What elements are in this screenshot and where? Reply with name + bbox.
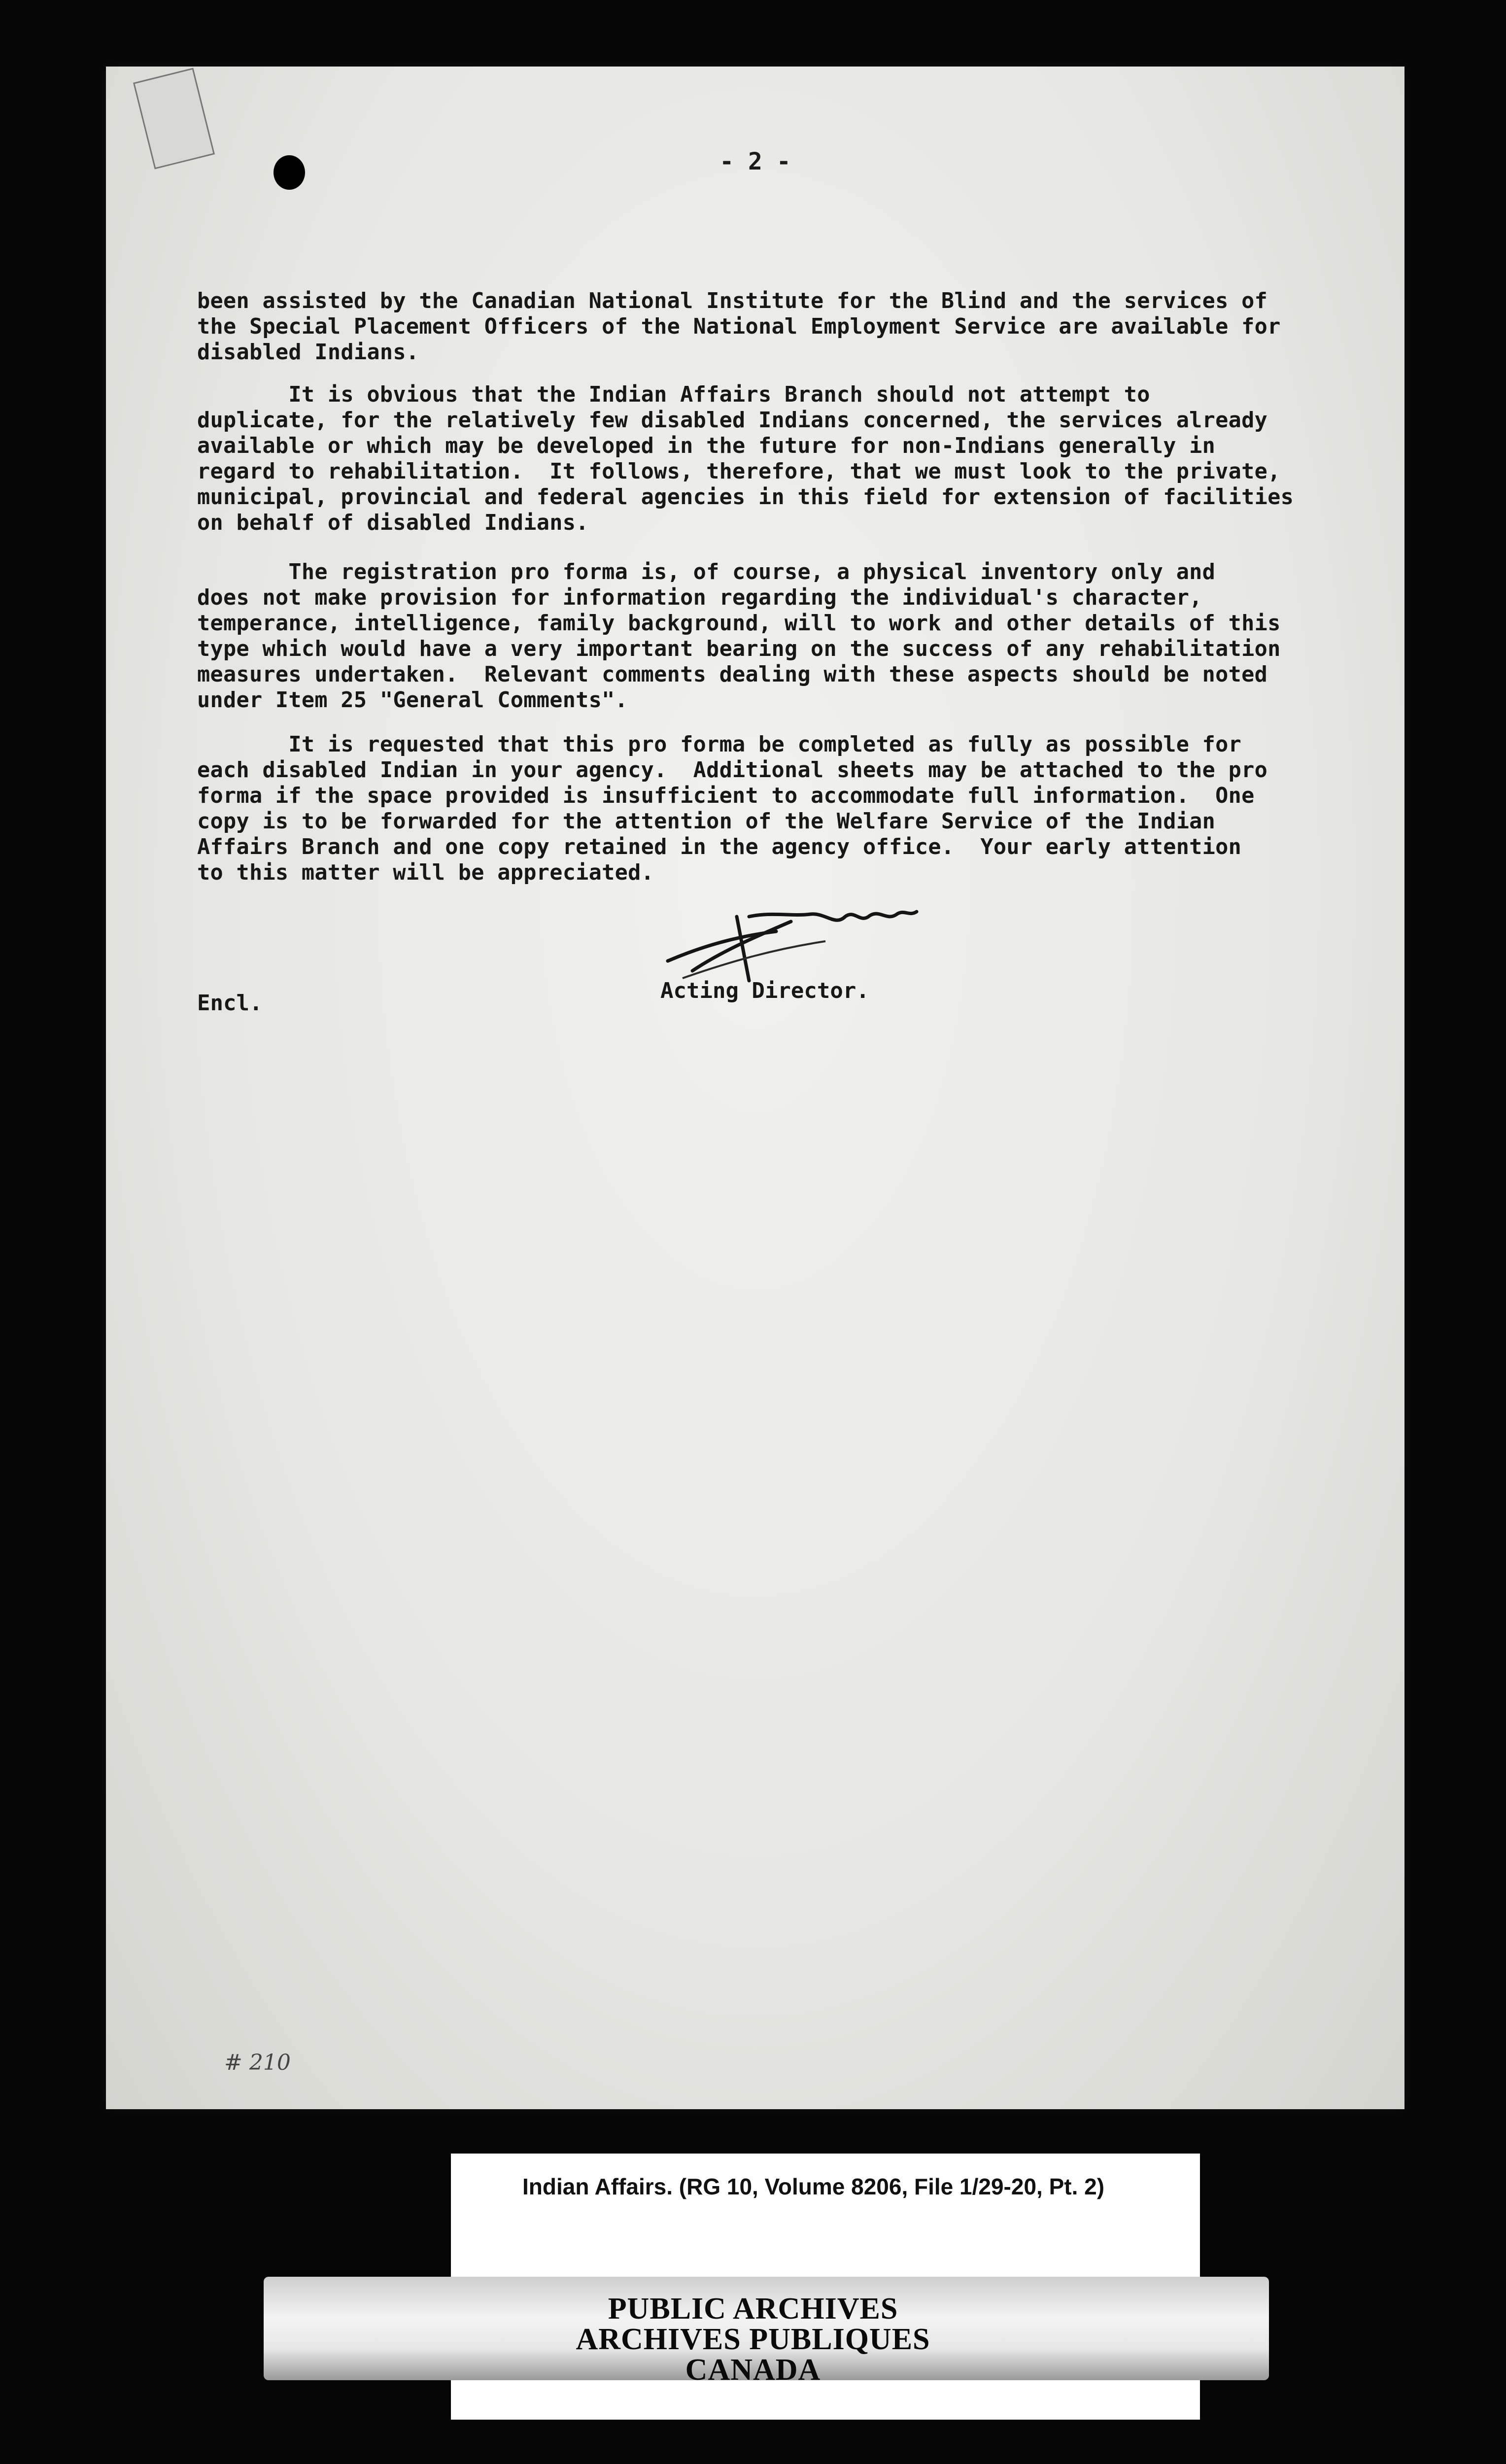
page-number: - 2 - bbox=[719, 148, 791, 175]
paragraph-3: The registration pro forma is, of course, a physical inventory only and does not make provision for information regarding the individual's character, temperance, intelligence, family background, will to work and other details of this type which would have a very important bearing on the success of any rehabilitation measures undertaken. Relevant comments dealing with these aspects should be noted under Item 25 "General Comments". bbox=[197, 560, 1281, 713]
paragraph-2: It is obvious that the Indian Affairs Branch should not attempt to duplicate, for the relatively few disabled Indians concerned, the services already available or which may be developed in the future for non-Indians generally in regard to rehabilitation. It follows, therefore, that we must look to the private, municipal, provincial and federal agencies in this field for extension of facilities on behalf of disabled Indians. bbox=[197, 382, 1294, 535]
signer-title: Acting Director. bbox=[660, 978, 869, 1003]
paragraph-1: been assisted by the Canadian National Institute for the Blind and the services of the Special Placement Officers of the National Employment Service are available for disabled Indians. bbox=[197, 289, 1281, 365]
paragraph-4: It is requested that this pro forma be completed as fully as possible for each disabled Indian in your agency. Additional sheets may be attached to the pro forma if the space provided is insufficient to accommodate full information. One copy is to be forwarded for the attention of the Welfare Service of the Indian Affairs Branch and one copy retained in the agency office. Your early attention to this matter will be appreciated. bbox=[197, 732, 1268, 885]
archive-stamp-line-3: CANADA bbox=[685, 2353, 821, 2387]
enclosure-note: Encl. bbox=[197, 991, 263, 1016]
archive-stamp-line-1: PUBLIC ARCHIVES bbox=[608, 2292, 898, 2326]
file-mark: # 210 bbox=[224, 2050, 291, 2075]
document-page bbox=[106, 67, 1404, 2109]
archive-stamp-line-2: ARCHIVES PUBLIQUES bbox=[576, 2323, 930, 2356]
archive-reference: Indian Affairs. (RG 10, Volume 8206, File 1/29-20, Pt. 2) bbox=[522, 2174, 1105, 2199]
